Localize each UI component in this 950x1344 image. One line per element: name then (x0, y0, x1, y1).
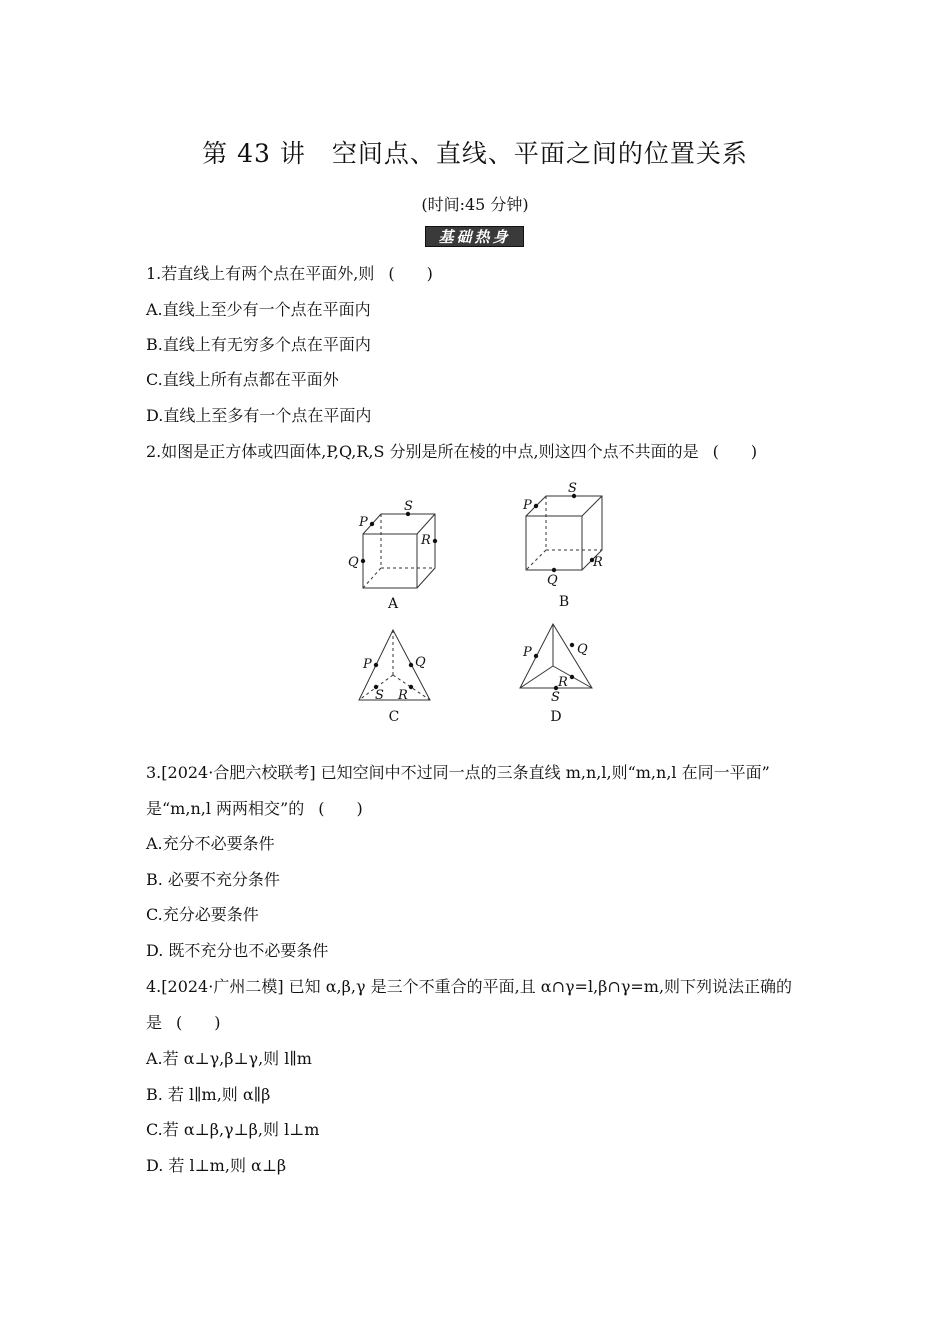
question-1-option-c: C.直线上所有点都在平面外 (146, 370, 339, 389)
question-4-option-d: D. 若 l⊥m,则 α⊥β (146, 1156, 287, 1175)
answer-paren: ( ) (318, 799, 363, 818)
answer-paren: ( ) (388, 264, 433, 283)
time-limit: (时间:45 分钟) (421, 195, 529, 214)
label-s: S (551, 690, 560, 705)
figure-label-d: D (550, 709, 562, 725)
question-3-option-a: A.充分不必要条件 (146, 834, 275, 853)
label-s: S (375, 688, 384, 703)
figures-svg (340, 478, 630, 728)
label-r: R (398, 688, 408, 703)
question-3-option-d: D. 既不充分也不必要条件 (146, 941, 329, 960)
question-1-stem: 1.若直线上有两个点在平面外,则 ( ) (146, 264, 433, 283)
question-4-stem-line-2: 是 ( ) (146, 1013, 221, 1032)
question-4-option-c: C.若 α⊥β,γ⊥β,则 l⊥m (146, 1120, 320, 1139)
answer-paren: ( ) (712, 442, 758, 461)
label-q: Q (415, 655, 426, 670)
question-2-figures (340, 478, 630, 728)
label-s: S (568, 481, 577, 496)
label-r: R (593, 555, 603, 570)
label-q: Q (577, 642, 588, 657)
label-s: S (404, 499, 413, 514)
label-p: P (523, 498, 532, 513)
question-3-option-c: C.充分必要条件 (146, 905, 259, 924)
answer-paren: ( ) (176, 1013, 221, 1032)
label-p: P (523, 645, 532, 660)
label-q: Q (547, 573, 558, 588)
question-4-stem-line-1: 4.[2024·广州二模] 已知 α,β,γ 是三个不重合的平面,且 α∩γ=l,β∩γ=m,则下列说法正确的 (146, 977, 793, 996)
section-badge: 基础热身 (425, 226, 524, 247)
question-4-option-b: B. 若 l∥m,则 α∥β (146, 1085, 271, 1104)
label-p: P (363, 657, 372, 672)
question-3-option-b: B. 必要不充分条件 (146, 870, 280, 889)
page-title: 第 43 讲 空间点、直线、平面之间的位置关系 (202, 139, 748, 168)
question-1-option-b: B.直线上有无穷多个点在平面内 (146, 335, 371, 354)
question-1-option-a: A.直线上至少有一个点在平面内 (146, 300, 371, 319)
question-1-option-d: D.直线上至多有一个点在平面内 (146, 406, 372, 425)
label-r: R (558, 675, 568, 690)
question-4-option-a: A.若 α⊥γ,β⊥γ,则 l∥m (146, 1049, 312, 1068)
figure-label-b: B (558, 594, 570, 610)
figure-label-c: C (388, 709, 400, 725)
label-q: Q (348, 555, 359, 570)
figure-label-a: A (387, 596, 399, 612)
question-3-stem-line-1: 3.[2024·合肥六校联考] 已知空间中不过同一点的三条直线 m,n,l,则“m,n,l 在同一平面” (146, 763, 770, 782)
question-2-stem: 2.如图是正方体或四面体,P,Q,R,S 分别是所在棱的中点,则这四个点不共面的是 ( ) (146, 442, 758, 461)
question-3-stem-line-2: 是“m,n,l 两两相交”的 ( ) (146, 799, 363, 818)
label-r: R (421, 533, 431, 548)
label-p: P (359, 515, 368, 530)
